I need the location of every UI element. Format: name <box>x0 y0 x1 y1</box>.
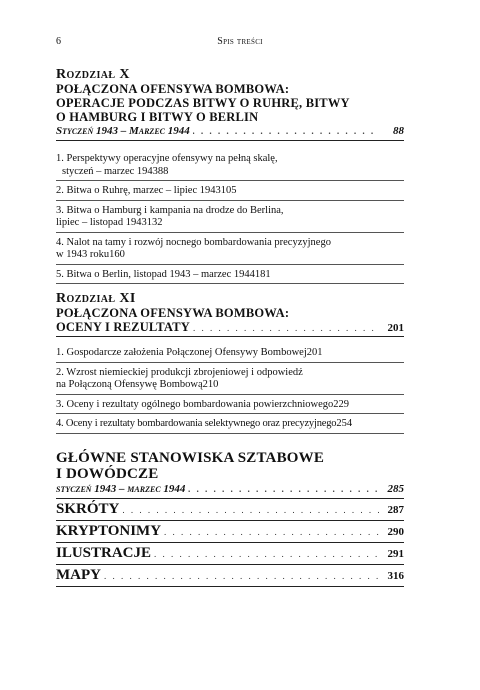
toc-item-text: styczeń – marzec 1943 <box>62 165 158 177</box>
toc-entry-skroty[interactable] <box>56 499 404 521</box>
toc-item-page: 181 <box>254 268 271 280</box>
chapter-xi-title-line-2: OCENY I REZULTATY <box>56 320 190 334</box>
toc-entry-page: 316 <box>387 569 404 582</box>
toc-entry-page: 287 <box>387 503 404 516</box>
toc-item[interactable] <box>56 414 404 434</box>
chapter-x-date-range: Styczeń 1943 – Marzec 1944 <box>56 125 190 137</box>
toc-item-text: 1. Gospodarcze założenia Połączonej Ofensywy Bombowej <box>56 347 307 358</box>
page-header <box>56 36 424 50</box>
chapter-x-title-line-1: POŁĄCZONA OFENSYWA BOMBOWA: <box>56 82 290 96</box>
toc-item[interactable] <box>56 201 404 233</box>
toc-entry-mapy[interactable] <box>56 565 404 587</box>
toc-item[interactable] <box>56 395 404 415</box>
toc-entry-page: 290 <box>387 525 404 538</box>
toc-entry-ilustracje[interactable] <box>56 543 404 565</box>
toc-entry-label: ILUSTRACJE <box>56 544 152 561</box>
toc-item-page: 229 <box>333 398 350 410</box>
chapter-x-label: Rozdział X <box>56 67 130 82</box>
toc-item[interactable] <box>56 363 404 395</box>
toc-item[interactable] <box>56 233 404 265</box>
toc-item-text: 2. Wzrost niemieckiej produkcji zbrojeniowej i odpowiedź <box>56 366 303 378</box>
staff-title-line-2: I DOWÓDCZE <box>56 465 159 482</box>
page-number: 6 <box>56 36 61 47</box>
chapter-xi-label: Rozdział XI <box>56 291 136 306</box>
toc-item-text: lipiec – listopad 1943 <box>56 217 147 228</box>
chapter-xi-title-line-1: POŁĄCZONA OFENSYWA BOMBOWA: <box>56 306 290 320</box>
leader-dots <box>193 323 379 333</box>
toc-item-text: 3. Bitwa o Hamburg i kampania na drodze do Berlina, <box>56 204 284 216</box>
toc-entry-kryptonimy[interactable] <box>56 521 404 543</box>
toc-item-page: 201 <box>306 347 323 358</box>
chapter-xi-page: 201 <box>387 322 404 334</box>
chapter-x-title-line-3: O HAMBURG I BITWY O BERLIN <box>56 110 259 124</box>
chapter-x-date-row[interactable] <box>56 124 404 141</box>
chapter-xi-title-row[interactable] <box>56 320 404 337</box>
toc-item[interactable] <box>56 343 404 363</box>
leader-dots <box>188 482 379 496</box>
toc-item-text: 3. Oceny i rezultaty ogólnego bombardowania powierzchniowego <box>56 398 334 410</box>
leader-dots <box>104 571 379 581</box>
toc-item-page: 88 <box>157 165 169 177</box>
staff-date-range: styczeń 1943 – marzec 1944 <box>56 482 186 495</box>
toc-entry-label: SKRÓTY <box>56 500 120 517</box>
toc-item-text: w 1943 roku <box>56 249 110 260</box>
toc-item[interactable] <box>56 265 404 285</box>
chapter-x-page: 88 <box>393 125 404 137</box>
toc-item-text: 5. Bitwa o Berlin, listopad 1943 – marzec 1944 <box>56 268 255 280</box>
staff-page: 285 <box>387 482 404 495</box>
chapter-x <box>56 68 404 284</box>
toc-item-text: 4. Oceny i rezultaty bombardowania selektywnego oraz precyzyjnego <box>56 418 337 429</box>
staff-title-line-1: GŁÓWNE STANOWISKA SZTABOWE <box>56 449 325 466</box>
toc-item-page: 132 <box>146 217 163 228</box>
running-head: Spis treści <box>217 36 263 47</box>
toc-item-text: 2. Bitwa o Ruhrę, marzec – lipiec 1943 <box>56 185 221 196</box>
toc-item-page: 160 <box>109 249 125 260</box>
table-of-contents <box>56 68 404 587</box>
toc-item-page: 254 <box>336 418 353 429</box>
toc-item-text: 1. Perspektywy operacyjne ofensywy na pełną skalę, <box>56 153 278 164</box>
toc-entry-page: 291 <box>387 547 404 560</box>
staff-date-row[interactable] <box>56 482 404 499</box>
toc-item[interactable] <box>56 149 404 181</box>
chapter-xi <box>56 292 404 434</box>
chapter-x-title-line-2: OPERACJE PODCZAS BITWY O RUHRĘ, BITWY <box>56 96 350 110</box>
leader-dots <box>164 527 379 537</box>
toc-item[interactable] <box>56 181 404 201</box>
toc-item-text: 4. Nalot na tamy i rozwój nocnego bombardowania precyzyjnego <box>56 236 331 248</box>
toc-entry-label: KRYPTONIMY <box>56 522 162 539</box>
toc-item-page: 105 <box>220 185 237 196</box>
toc-item-page: 210 <box>202 379 219 390</box>
leader-dots <box>122 505 379 515</box>
leader-dots <box>193 124 379 138</box>
leader-dots <box>154 549 379 559</box>
toc-item-text: na Połączoną Ofensywę Bombową <box>56 379 203 390</box>
staff-section <box>56 450 404 499</box>
toc-entry-label: MAPY <box>56 566 101 583</box>
